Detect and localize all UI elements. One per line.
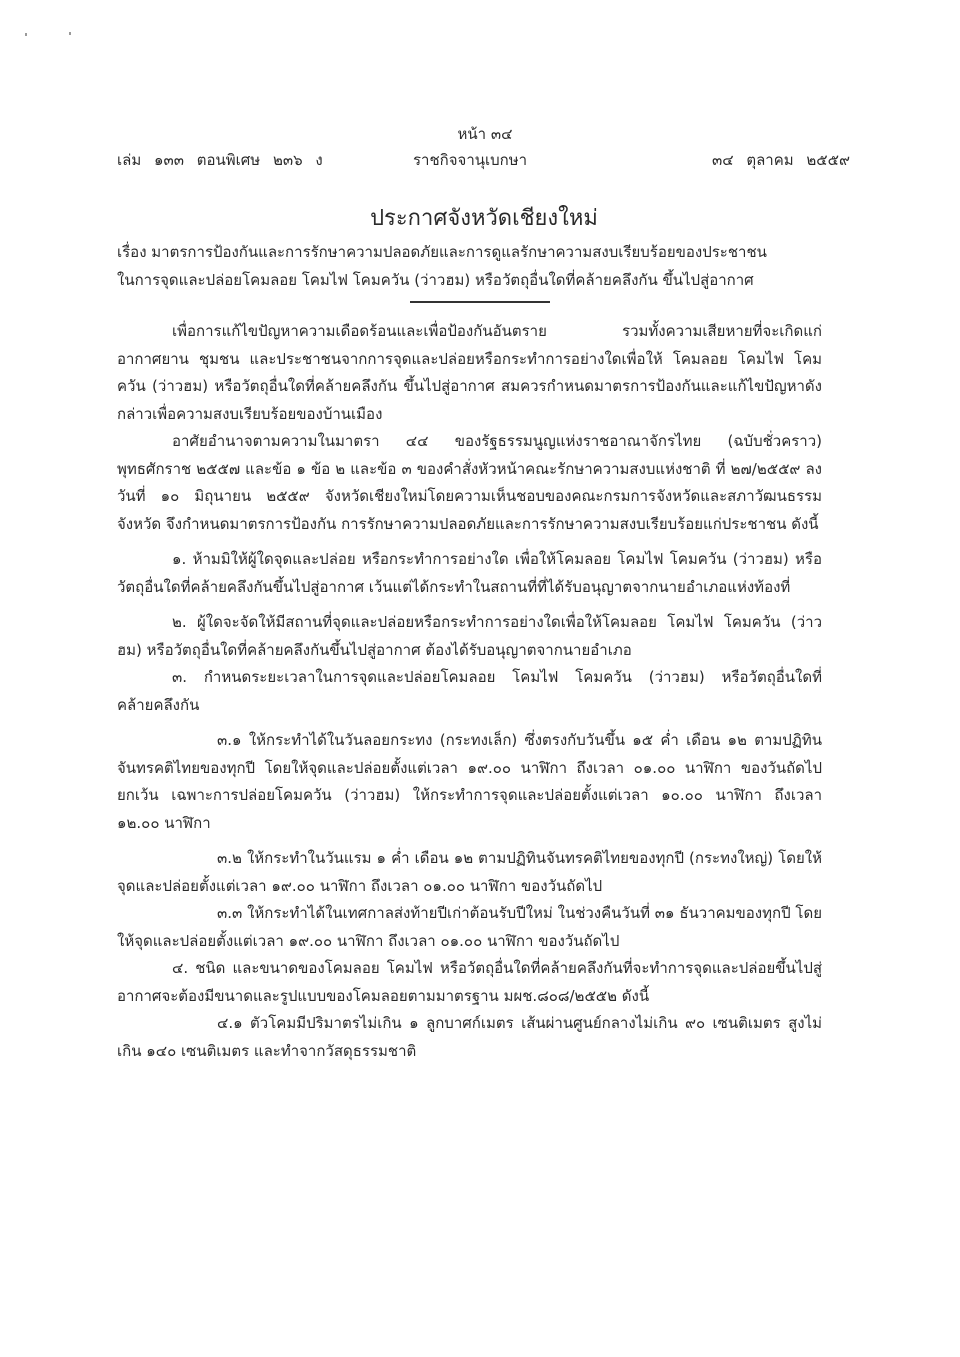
header-volume-issue: เล่ม ๑๓๓ ตอนพิเศษ ๒๓๖ ง xyxy=(117,151,323,169)
clause-3-2: ๓.๒ ให้กระทำในวันแรม ๑ ค่ำ เดือน ๑๒ ตามปฏิทินจันทรคติไทยของทุกปี (กระทงใหญ่) โดยให้จุดและปล่อยตั้งแต่เวลา ๑๙.๐๐ นาฬิกา ถึงเวลา ๐๑.๐๐ นาฬิกา ของวันถัดไป xyxy=(117,849,822,895)
clause-3-1: ๓.๑ ให้กระทำได้ในวันลอยกระทง (กระทงเล็ก) ซึ่งตรงกับวันขึ้น ๑๕ ค่ำ เดือน ๑๒ ตามปฏิทินจันทรคติไทยของทุกปี โดยให้จุดและปล่อยตั้งแต่เวลา ๑๙.๐๐ นาฬิกา ถึงเวลา ๐๑.๐๐ นาฬิกา ของวันถัดไป ยกเว้น เฉพาะการปล่อยโคมควัน (ว่าวฮม) ให้กระทำการจุดและปล่อยตั้งแต่เวลา ๑๐.๐๐ นาฬิกา ถึงเวลา ๑๒.๐๐ นาฬิกา xyxy=(117,731,822,832)
clause-3-3: ๓.๓ ให้กระทำได้ในเทศกาลส่งท้ายปีเก่าต้อนรับปีใหม่ ในช่วงคืนวันที่ ๓๑ ธันวาคมของทุกปี โดยให้จุดและปล่อยตั้งแต่เวลา ๑๙.๐๐ นาฬิกา ถึงเวลา ๐๑.๐๐ นาฬิกา ของวันถัดไป xyxy=(117,904,822,950)
paragraph-intro: เพื่อการแก้ไขปัญหาความเดือดร้อนและเพื่อป้องกันอันตราย รวมทั้งความเสียหายที่จะเกิดแก่อากาศยาน ชุมชน และประชาชนจากการจุดและปล่อยหรือกระทำการอย่างใดเพื่อให้ โคมลอย โคมไฟ โคมควัน (ว่าวฮม) หรือวัตถุอื่นใดที่คล้ายคลึงกัน ขึ้นไปสู่อากาศ สมควรกำหนดมาตรการป้องกันและแก้ไขปัญหาดังกล่าวเพื่อความสงบเรียบร้อยของบ้านเมือง xyxy=(117,322,822,423)
document-body xyxy=(117,318,822,1065)
scan-speck xyxy=(69,32,71,35)
page-number: หน้า ๓๔ xyxy=(457,125,513,143)
clause-2: ๒. ผู้ใดจะจัดให้มีสถานที่จุดและปล่อยหรือกระทำการอย่างใดเพื่อให้โคมลอย โคมไฟ โคมควัน (ว่าวฮม) หรือวัตถุอื่นใดที่คล้ายคลึงกันขึ้นไปสู่อากาศ ต้องได้รับอนุญาตจากนายอำเภอ xyxy=(117,613,822,659)
clause-4: ๔. ชนิด และขนาดของโคมลอย โคมไฟ หรือวัตถุอื่นใดที่คล้ายคลึงกันที่จะทำการจุดและปล่อยขึ้นไปสู่อากาศจะต้องมีขนาดและรูปแบบของโคมลอยตามมาตรฐาน มผช.๘๐๘/๒๕๕๒ ดังนี้ xyxy=(117,959,822,1005)
subject-line-1: เรื่อง มาตรการป้องกันและการรักษาความปลอดภัยและการดูแลรักษาความสงบเรียบร้อยของประชาชน xyxy=(117,243,767,261)
header-gazette-name: ราชกิจจานุเบกษา xyxy=(413,151,528,169)
scan-speck xyxy=(25,33,27,36)
document-title: ประกาศจังหวัดเชียงใหม่ xyxy=(370,206,598,231)
title-divider xyxy=(410,301,550,303)
clause-3: ๓. กำหนดระยะเวลาในการจุดและปล่อยโคมลอย โคมไฟ โคมควัน (ว่าวฮม) หรือวัตถุอื่นใดที่คล้ายคลึงกัน xyxy=(117,668,822,714)
paragraph-authority: อาศัยอำนาจตามความในมาตรา ๔๔ ของรัฐธรรมนูญแห่งราชอาณาจักรไทย (ฉบับชั่วคราว) พุทธศักราช ๒๕๕๗ และข้อ ๑ ข้อ ๒ และข้อ ๓ ของคำสั่งหัวหน้าคณะรักษาความสงบแห่งชาติ ที่ ๒๗/๒๕๕๙ ลงวันที่ ๑๐ มิถุนายน ๒๕๕๙ จังหวัดเชียงใหม่โดยความเห็นชอบของคณะกรมการจังหวัดและสภาวัฒนธรรมจังหวัด จึงกำหนดมาตรการป้องกัน การรักษาความปลอดภัยและการรักษาความสงบเรียบร้อยแก่ประชาชน ดังนี้ xyxy=(117,432,822,533)
clause-1: ๑. ห้ามมิให้ผู้ใดจุดและปล่อย หรือกระทำการอย่างใด เพื่อให้โคมลอย โคมไฟ โคมควัน (ว่าวฮม) หรือวัตถุอื่นใดที่คล้ายคลึงกันขึ้นไปสู่อากาศ เว้นแต่ได้กระทำในสถานที่ที่ได้รับอนุญาตจากนายอำเภอแห่งท้องที่ xyxy=(117,550,822,596)
header-date: ๓๔ ตุลาคม ๒๕๕๙ xyxy=(712,151,850,169)
clause-4-1: ๔.๑ ตัวโคมมีปริมาตรไม่เกิน ๑ ลูกบาศก์เมตร เส้นผ่านศูนย์กลางไม่เกิน ๙๐ เซนติเมตร สูงไม่เกิน ๑๔๐ เซนติเมตร และทำจากวัสดุธรรมชาติ xyxy=(117,1014,822,1060)
subject-line-2: ในการจุดและปล่อยโคมลอย โคมไฟ โคมควัน (ว่าวฮม) หรือวัตถุอื่นใดที่คล้ายคลึงกัน ขึ้นไปสู่อากาศ xyxy=(117,271,754,289)
